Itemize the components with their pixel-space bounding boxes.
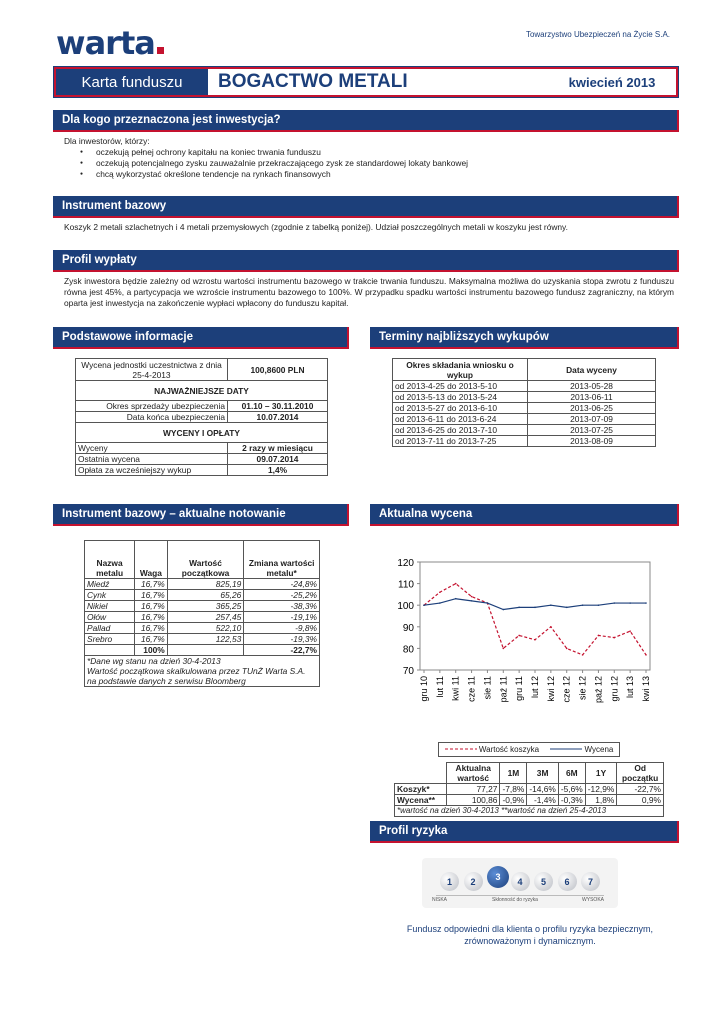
data-point (629, 602, 631, 604)
x-tick-label: kwi 13 (641, 676, 651, 702)
perf-value-cell: 100,86 (447, 795, 500, 806)
table-row (85, 590, 320, 601)
perf-header-cell: 3M (527, 763, 559, 784)
performance-table (394, 762, 664, 817)
metal-name-cell: Nikiel (85, 601, 135, 612)
data-point (518, 607, 520, 609)
metal-change-cell: -19,3% (244, 634, 320, 645)
risk-level-6: 6 (558, 872, 577, 891)
valuation-chart (370, 546, 660, 736)
table-row (85, 579, 320, 590)
y-tick-label: 120 (397, 558, 414, 569)
data-point (598, 604, 600, 606)
metals-col-change: Zmiana wartości metalu* (244, 541, 320, 579)
y-tick-label: 100 (397, 601, 414, 613)
perf-value-cell: -7,8% (500, 784, 527, 795)
x-tick-label: lut 11 (434, 676, 445, 698)
valuation-date-cell: 2013-08-09 (528, 436, 656, 447)
data-point (645, 654, 647, 656)
data-point (629, 630, 631, 632)
end-date-value: 10.07.2014 (228, 412, 328, 423)
data-point (518, 635, 520, 637)
plot-area (420, 562, 650, 670)
metal-name-cell: Srebro (85, 634, 135, 645)
section-header-underlying: Instrument bazowy (53, 196, 679, 218)
redemptions-col-request: Okres składania wniosku o wykup (393, 359, 528, 381)
section-header-valuation: Aktualna wycena (370, 504, 679, 526)
metal-weight-cell: 16,7% (135, 579, 168, 590)
list-item: ● chcą wykorzystać określone tendencje na rynkach finansowych (80, 169, 674, 180)
risk-level-5: 5 (534, 872, 553, 891)
metals-note-1: *Dane wg stanu na dzień 30-4-2013 (85, 656, 320, 667)
y-tick-label: 110 (398, 579, 414, 591)
request-period-cell: od 2013-5-27 do 2013-6-10 (393, 403, 528, 414)
x-tick-label: gru 12 (609, 676, 620, 702)
data-point (613, 602, 615, 604)
x-tick-label: lut 13 (625, 676, 636, 699)
section-header-payout: Profil wypłaty (53, 250, 679, 272)
section-header-basic-info: Podstawowe informacje (53, 327, 349, 349)
card-label: Karta funduszu (54, 67, 208, 97)
x-tick-label: gru 11 (514, 676, 525, 701)
metal-weight-cell: 16,7% (135, 590, 168, 601)
data-point (502, 648, 504, 650)
unit-price-label: Wycena jednostki uczestnictwa z dnia 25-4-2013 (76, 359, 228, 381)
metal-start-cell: 257,45 (167, 612, 244, 623)
series-line-basket (424, 584, 646, 655)
metals-total-change: -22,7% (244, 645, 320, 656)
metals-col-name: Nazwa metalu (85, 541, 135, 579)
y-tick-label: 90 (402, 622, 414, 634)
risk-level-7: 7 (581, 872, 600, 891)
table-row (393, 414, 656, 425)
request-period-cell: od 2013-5-13 do 2013-5-24 (393, 392, 528, 403)
request-period-cell: od 2013-4-25 do 2013-5-10 (393, 381, 528, 392)
payout-text: Zysk inwestora będzie zależny od wzrostu wartości instrumentu bazowego w trakcie trwania funduszu. Maksymalna możliwa do uzyskania stopa zwrotu z funduszu równa jest 45%, a partycypacja we wzroście instrumentu bazowego to 100%. W przypadku spadku wartości instrumentu bazowego fundusz zagraniczny, na którym oparta jest inwestycja na zakończenie wypłaci wpłacony do funduszu kapitał. (64, 276, 674, 308)
request-period-cell: od 2013-7-11 do 2013-7-25 (393, 436, 528, 447)
perf-header-cell: 1Y (585, 763, 617, 784)
basic-info-table (75, 358, 328, 476)
perf-value-cell: -5,6% (558, 784, 585, 795)
metal-weight-cell: 16,7% (135, 634, 168, 645)
metal-start-cell: 65,26 (167, 590, 244, 601)
metal-change-cell: -25,2% (244, 590, 320, 601)
table-row (393, 381, 656, 392)
metal-start-cell: 522,10 (167, 623, 244, 634)
perf-header-cell: Od początku (617, 763, 664, 784)
metal-weight-cell: 16,7% (135, 612, 168, 623)
metals-note-2: Wartość początkowa skalkulowana przez TUnŻ Warta S.A. na podstawie danych z serwisu Bloomberg (85, 666, 320, 687)
data-point (502, 609, 504, 611)
valuation-date-cell: 2013-06-11 (528, 392, 656, 403)
table-row (393, 392, 656, 403)
metals-col-weight: Waga (135, 541, 168, 579)
x-tick-label: gru 10 (419, 676, 429, 702)
perf-value-cell: 1,8% (585, 795, 617, 806)
data-point (455, 598, 457, 600)
x-tick-label: sie 12 (577, 676, 588, 701)
risk-level-2: 2 (464, 872, 483, 891)
perf-value-cell: -0,3% (558, 795, 585, 806)
table-row (393, 436, 656, 447)
valuation-date-cell: 2013-06-25 (528, 403, 656, 414)
risk-level-4: 4 (511, 872, 530, 891)
x-tick-label: paź 12 (593, 676, 604, 704)
metal-weight-cell: 16,7% (135, 623, 168, 634)
data-point (487, 602, 489, 604)
table-row (393, 425, 656, 436)
risk-low-label: NISKA (432, 897, 448, 903)
perf-header-cell: 1M (500, 763, 527, 784)
valuation-date-cell: 2013-07-09 (528, 414, 656, 425)
metal-name-cell: Pallad (85, 623, 135, 634)
perf-value-cell: -1,4% (527, 795, 559, 806)
last-valuation-value: 09.07.2014 (228, 454, 328, 465)
request-period-cell: od 2013-6-11 do 2013-6-24 (393, 414, 528, 425)
metal-change-cell: -19,1% (244, 612, 320, 623)
metal-name-cell: Miedź (85, 579, 135, 590)
metals-total-blank2 (167, 645, 244, 656)
redemptions-table (392, 358, 656, 447)
metal-weight-cell: 16,7% (135, 601, 168, 612)
x-tick-label: cze 11 (466, 676, 477, 702)
metal-start-cell: 122,53 (167, 634, 244, 645)
valuation-date-cell: 2013-05-28 (528, 381, 656, 392)
data-point (455, 583, 457, 585)
for-whom-intro: Dla inwestorów, którzy: (64, 136, 150, 146)
perf-row-label: Wycena** (395, 795, 447, 806)
metal-change-cell: -9,8% (244, 623, 320, 634)
redemptions-col-date: Data wyceny (528, 359, 656, 381)
perf-value-cell: 77,27 (447, 784, 500, 795)
data-point (423, 604, 425, 606)
list-item: ● oczekują pełnej ochrony kapitału na koniec trwania funduszu (80, 147, 674, 158)
perf-note: *wartość na dzień 30-4-2013 **wartość na dzień 25-4-2013 (395, 806, 664, 817)
fund-name: BOGACTWO METALI (208, 67, 548, 97)
data-point (471, 600, 473, 602)
metals-total-weight: 100% (135, 645, 168, 656)
risk-level-1: 1 (440, 872, 459, 891)
data-point (566, 648, 568, 650)
data-point (550, 626, 552, 628)
data-point (534, 607, 536, 609)
metals-col-start: Wartość początkowa (167, 541, 244, 579)
data-point (471, 596, 473, 598)
fee-label: Opłata za wcześniejszy wykup (76, 465, 228, 476)
data-point (598, 635, 600, 637)
company-name: Towarzystwo Ubezpieczeń na Życie S.A. (525, 30, 670, 39)
x-tick-label: paź 11 (498, 676, 509, 703)
data-point (582, 654, 584, 656)
x-tick-label: sie 11 (482, 676, 493, 700)
x-tick-label: kwi 12 (545, 676, 556, 702)
legend-basket: Wartość koszyka (478, 745, 540, 754)
table-row (395, 795, 664, 806)
metal-change-cell: -24,8% (244, 579, 320, 590)
x-tick-label: lut 12 (530, 676, 540, 699)
fees-header: WYCENY I OPŁATY (76, 423, 328, 443)
risk-mid-label: Skłonność do ryzyka (492, 897, 538, 903)
perf-value-cell: -14,6% (527, 784, 559, 795)
table-row (85, 634, 320, 645)
data-point (550, 604, 552, 606)
section-header-for-whom: Dla kogo przeznaczona jest inwestycja? (53, 110, 679, 132)
valuation-chart-svg (370, 546, 660, 736)
risk-text: Fundusz odpowiedni dla klienta o profilu ryzyka bezpiecznym, zrównoważonym i dynamicznym. (406, 924, 654, 946)
list-item: ● oczekują potencjalnego zysku zauważalnie przekraczającego zysk ze standardowej lokaty bankowej (80, 158, 674, 169)
for-whom-list (80, 147, 674, 180)
for-whom-text (64, 136, 674, 180)
title-bar (53, 66, 679, 98)
underlying-text: Koszyk 2 metali szlachetnych i 4 metali przemysłowych (zgodnie z tabelką poniżej). Udział poszczególnych metali w koszyku jest równy. (64, 222, 568, 232)
perf-value-cell: 0,9% (617, 795, 664, 806)
x-tick-label: cze 12 (561, 676, 572, 703)
metals-total-blank (85, 645, 135, 656)
data-point (439, 602, 441, 604)
data-point (582, 604, 584, 606)
table-row (85, 623, 320, 634)
metal-name-cell: Cynk (85, 590, 135, 601)
table-row (393, 403, 656, 414)
legend-valuation: Wycena (584, 745, 614, 754)
x-tick-label: kwi 11 (450, 676, 461, 701)
perf-value-cell: -0,9% (500, 795, 527, 806)
perf-header-cell: Aktualna wartość (447, 763, 500, 784)
table-row (85, 612, 320, 623)
dates-header: NAJWAŻNIEJSZE DATY (76, 381, 328, 401)
unit-price-value: 100,8600 PLN (228, 359, 328, 381)
metal-start-cell: 825,19 (167, 579, 244, 590)
sale-period-label: Okres sprzedaży ubezpieczenia (76, 401, 228, 412)
valuation-label: Wyceny (76, 443, 228, 454)
report-period: kwiecień 2013 (548, 67, 678, 97)
perf-header-cell: 6M (558, 763, 585, 784)
metals-table (84, 540, 320, 687)
risk-scale-line (436, 895, 604, 896)
section-header-quotes: Instrument bazowy – aktualne notowanie (53, 504, 349, 526)
table-row (395, 784, 664, 795)
perf-header-blank (395, 763, 447, 784)
data-point (439, 591, 441, 593)
metal-name-cell: Ołów (85, 612, 135, 623)
table-row (85, 601, 320, 612)
risk-level-3: 3 (487, 866, 509, 888)
data-point (613, 637, 615, 639)
y-tick-label: 70 (402, 666, 414, 677)
fee-value: 1,4% (228, 465, 328, 476)
valuation-value: 2 razy w miesiącu (228, 443, 328, 454)
section-header-redemptions: Terminy najbliższych wykupów (370, 327, 679, 349)
data-point (645, 602, 647, 604)
valuation-date-cell: 2013-07-25 (528, 425, 656, 436)
request-period-cell: od 2013-6-25 do 2013-7-10 (393, 425, 528, 436)
perf-value-cell: -22,7% (617, 784, 664, 795)
y-tick-label: 80 (402, 644, 414, 656)
last-valuation-label: Ostatnia wycena (76, 454, 228, 465)
metal-start-cell: 365,25 (167, 601, 244, 612)
sale-period-value: 01.10 – 30.11.2010 (228, 401, 328, 412)
warta-logo: warta (56, 24, 164, 62)
perf-row-label: Koszyk* (395, 784, 447, 795)
perf-value-cell: -12,9% (585, 784, 617, 795)
end-date-label: Data końca ubezpieczenia (76, 412, 228, 423)
risk-scale (422, 858, 618, 908)
data-point (566, 607, 568, 609)
chart-legend (438, 742, 620, 757)
section-header-risk: Profil ryzyka (370, 821, 679, 843)
risk-high-label: WYSOKA (582, 897, 604, 903)
data-point (534, 639, 536, 641)
metal-change-cell: -38,3% (244, 601, 320, 612)
